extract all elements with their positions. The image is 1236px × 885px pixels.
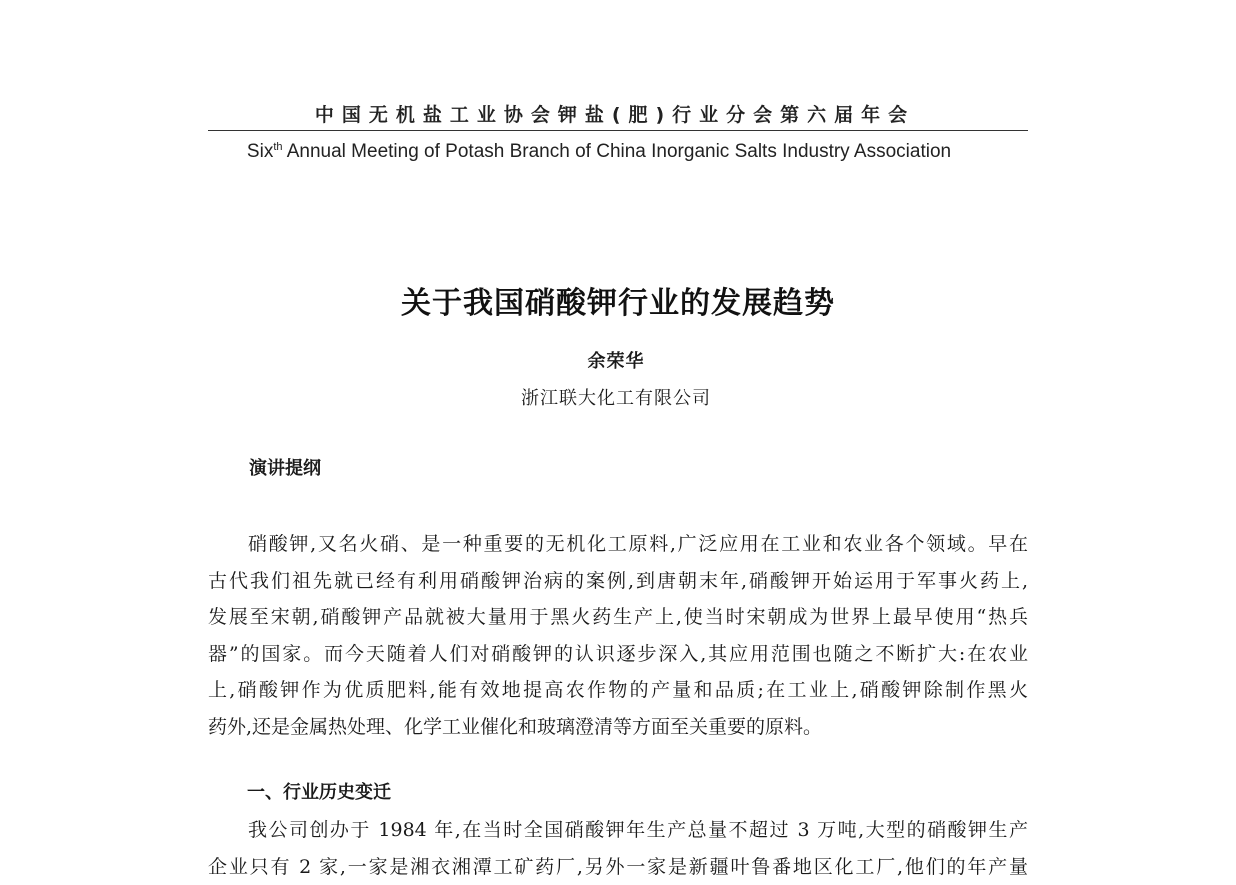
conference-name-english-rest: Annual Meeting of Potash Branch of China Inorganic Salts Industry Association [283, 141, 952, 162]
author-affiliation: 浙江联大化工有限公司 [0, 384, 1232, 410]
conference-name-chinese: 中国无机盐工业协会钾盐(肥)行业分会第六届年会 [202, 100, 1028, 130]
abstract-heading: 演讲提纲 [249, 454, 321, 480]
paper-title: 关于我国硝酸钾行业的发展趋势 [0, 278, 1236, 322]
section-paragraph [208, 812, 1028, 885]
abstract-paragraph [208, 526, 1028, 745]
section-heading: 一、行业历史变迁 [247, 778, 391, 804]
conference-name-english-prefix: Six [247, 141, 273, 162]
paragraph-line: 我公司创办于 1984 年,在当时全国硝酸钾年生产总量不超过 3 万吨,大型的硝酸钾生产 [208, 812, 1028, 849]
paragraph-line: 古代我们祖先就已经有利用硝酸钾治病的案例,到唐朝末年,硝酸钾开始运用于军事火药上, [208, 563, 1028, 600]
paragraph-line: 上,硝酸钾作为优质肥料,能有效地提高农作物的产量和品质;在工业上,硝酸钾除制作黑火 [208, 672, 1028, 709]
paragraph-line: 器”的国家。而今天随着人们对硝酸钾的认识逐步深入,其应用范围也随之不断扩大:在农业 [208, 636, 1028, 673]
conference-name-english [170, 131, 1028, 168]
ordinal-suffix: th [273, 141, 282, 153]
paper-author: 余荣华 [0, 347, 1232, 373]
conference-header [208, 100, 1028, 168]
paragraph-line: 硝酸钾,又名火硝、是一种重要的无机化工原料,广泛应用在工业和农业各个领域。早在 [208, 526, 1028, 563]
paragraph-line: 药外,还是金属热处理、化学工业催化和玻璃澄清等方面至关重要的原料。 [208, 709, 1028, 746]
paragraph-line: 企业只有 2 家,一家是湘衣湘潭工矿药厂,另外一家是新疆叶鲁番地区化工厂,他们的年产量 [208, 849, 1028, 885]
paragraph-line: 发展至宋朝,硝酸钾产品就被大量用于黑火药生产上,使当时宋朝成为世界上最早使用“热兵 [208, 599, 1028, 636]
